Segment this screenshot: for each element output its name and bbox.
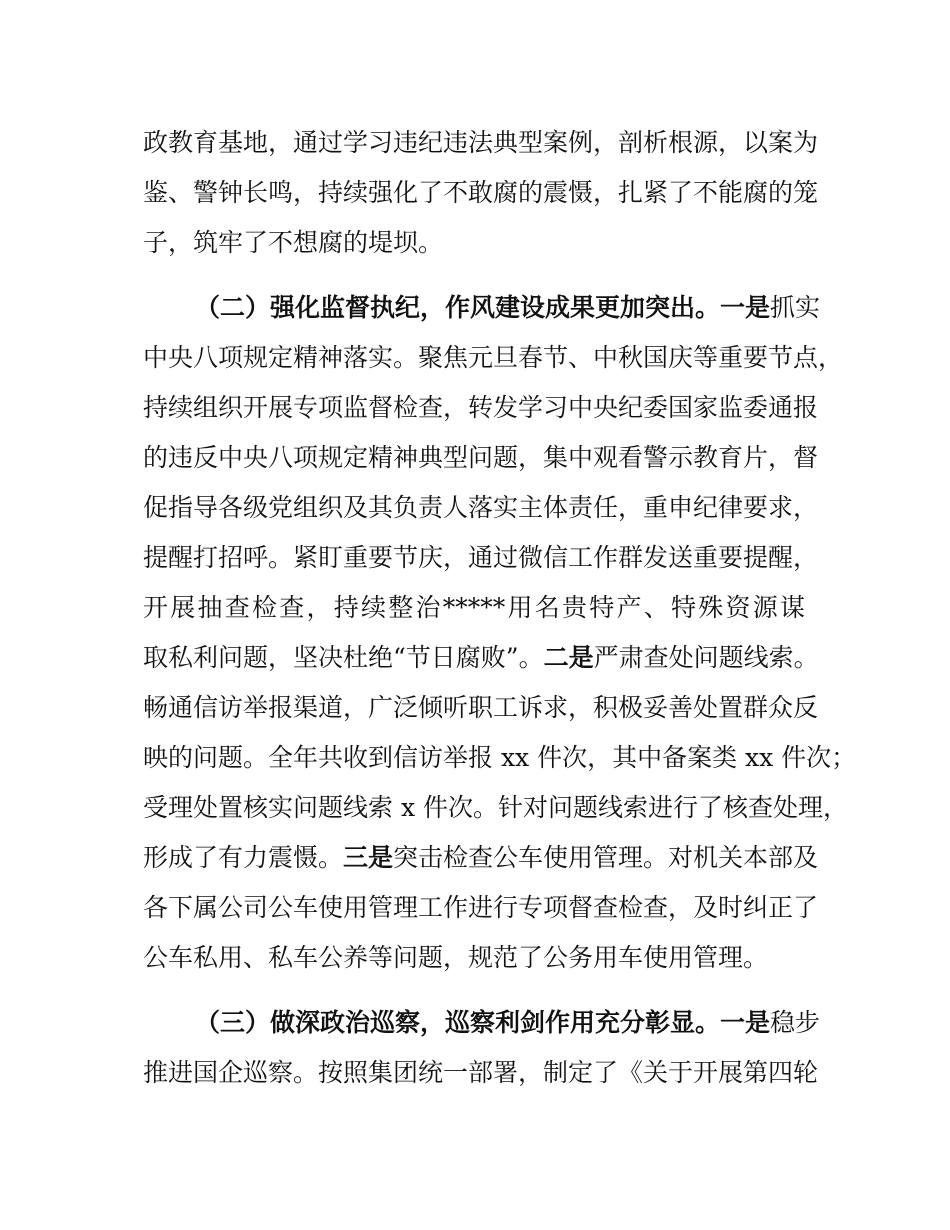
text-line xyxy=(143,538,819,578)
text-line xyxy=(143,488,819,528)
text-line xyxy=(143,838,819,878)
text: 提醒打招呼。紧盯重要节庆，通过微信工作群发送重要提醒， xyxy=(143,543,819,572)
text-line xyxy=(195,288,821,328)
text: 映的问题。全年共收到信访举报 xx 件次，其中备案类 xx 件次； xyxy=(143,743,857,772)
text: 公车私用、私车公养等问题，规范了公务用车使用管理。 xyxy=(143,943,769,972)
text: 的违反中央八项规定精神典型问题，集中观看警示教育片，督 xyxy=(143,443,819,472)
text-line xyxy=(143,738,857,778)
text: 子，筑牢了不想腐的堤坝。 xyxy=(143,228,444,257)
text-line xyxy=(195,1003,821,1043)
text: 稳步 xyxy=(770,1008,821,1037)
text: 抓实 xyxy=(770,293,821,322)
text: 严肃查处问题线索。 xyxy=(593,643,819,672)
text-line xyxy=(143,588,805,628)
text-line xyxy=(143,688,819,728)
text: 推进国企巡察。按照集团统一部署，制定了《关于开展第四轮 xyxy=(143,1058,819,1087)
text: 取私利问题，坚决杜绝“节日腐败”。 xyxy=(143,643,544,672)
text-line xyxy=(143,173,819,213)
text-line xyxy=(143,388,819,428)
text: 畅通信访举报渠道，广泛倾听职工诉求，积极妥善处置群众反 xyxy=(143,693,819,722)
text-line xyxy=(143,938,805,978)
text: 受理处置核实问题线索 x 件次。针对问题线索进行了核查处理， xyxy=(143,793,848,822)
text-line xyxy=(143,223,805,263)
text-line xyxy=(143,1053,819,1093)
bold-text: 二是 xyxy=(543,643,594,672)
text: 政教育基地，通过学习违纪违法典型案例，剖析根源，以案为 xyxy=(143,128,819,157)
text: 持续组织开展专项监督检查，转发学习中央纪委国家监委通报 xyxy=(143,393,819,422)
text-line xyxy=(143,438,819,478)
text-line xyxy=(143,788,848,828)
text: 开展抽查检查，持续整治*****用名贵特产、特殊资源谋 xyxy=(143,593,805,622)
text-line xyxy=(143,123,819,163)
bold-text: 三是 xyxy=(343,843,394,872)
text-line xyxy=(143,638,819,678)
text: 促指导各级党组织及其负责人落实主体责任，重申纪律要求， xyxy=(143,493,819,522)
text-line xyxy=(143,888,819,928)
text: 中央八项规定精神落实。聚焦元旦春节、中秋国庆等重要节点， xyxy=(143,343,844,372)
text-line xyxy=(143,338,844,378)
bold-text: （二）强化监督执纪，作风建设成果更加突出。一是 xyxy=(195,293,771,322)
text: 突击检查公车使用管理。对机关本部及 xyxy=(393,843,819,872)
text: 鉴、警钟长鸣，持续强化了不敢腐的震慑，扎紧了不能腐的笼 xyxy=(143,178,819,207)
text: 各下属公司公车使用管理工作进行专项督查检查，及时纠正了 xyxy=(143,893,819,922)
bold-text: （三）做深政治巡察，巡察利剑作用充分彰显。一是 xyxy=(195,1008,771,1037)
text: 形成了有力震慑。 xyxy=(143,843,344,872)
